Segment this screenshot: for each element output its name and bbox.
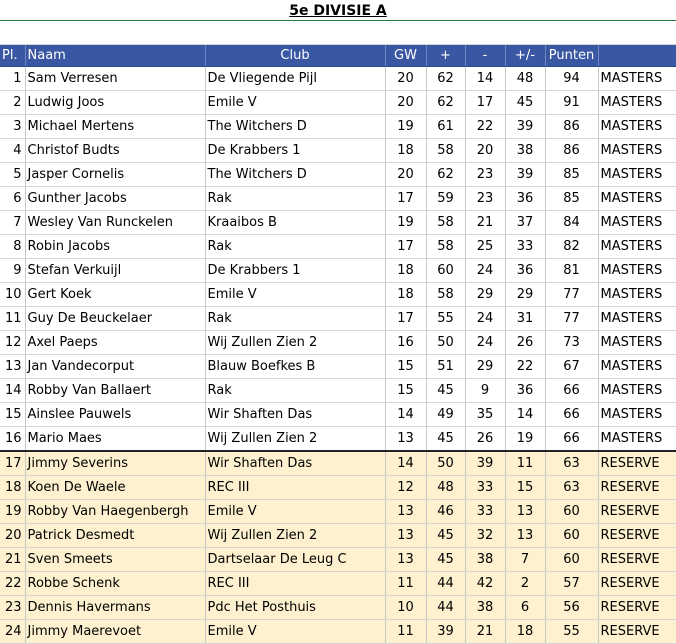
cell-status[interactable]: RESERVE xyxy=(598,451,676,476)
standings-body xyxy=(0,67,676,644)
cell-plus[interactable]: 61 xyxy=(426,115,465,139)
cell-min[interactable]: 17 xyxy=(465,91,505,115)
cell-club[interactable]: Wir Shaften Das xyxy=(205,403,385,427)
table-row[interactable] xyxy=(0,115,676,139)
cell-min[interactable]: 23 xyxy=(465,187,505,211)
cell-gw[interactable]: 15 xyxy=(385,355,426,379)
cell-punten[interactable]: 86 xyxy=(545,139,598,163)
cell-min[interactable]: 22 xyxy=(465,115,505,139)
cell-diff[interactable]: 19 xyxy=(505,427,545,452)
cell-diff[interactable]: 13 xyxy=(505,500,545,524)
cell-punten[interactable]: 67 xyxy=(545,355,598,379)
header-club[interactable]: Club xyxy=(205,45,385,67)
cell-club[interactable]: Wir Shaften Das xyxy=(205,451,385,476)
cell-diff[interactable]: 48 xyxy=(505,67,545,91)
cell-plus[interactable]: 45 xyxy=(426,427,465,452)
cell-diff[interactable]: 38 xyxy=(505,139,545,163)
cell-club[interactable]: De Krabbers 1 xyxy=(205,259,385,283)
cell-plus[interactable]: 58 xyxy=(426,283,465,307)
header-gw[interactable]: GW xyxy=(385,45,426,67)
cell-status[interactable]: MASTERS xyxy=(598,403,676,427)
cell-gw[interactable]: 20 xyxy=(385,91,426,115)
cell-diff[interactable]: 39 xyxy=(505,115,545,139)
table-row[interactable] xyxy=(0,596,676,620)
cell-naam[interactable]: Ludwig Joos xyxy=(25,91,205,115)
table-row[interactable] xyxy=(0,548,676,572)
cell-club[interactable]: Wij Zullen Zien 2 xyxy=(205,427,385,452)
cell-gw[interactable]: 11 xyxy=(385,572,426,596)
cell-naam[interactable]: Wesley Van Runckelen xyxy=(25,211,205,235)
cell-pl[interactable]: 17 xyxy=(0,451,25,476)
table-row[interactable] xyxy=(0,331,676,355)
cell-plus[interactable]: 62 xyxy=(426,163,465,187)
cell-diff[interactable]: 37 xyxy=(505,211,545,235)
cell-pl[interactable]: 5 xyxy=(0,163,25,187)
cell-min[interactable]: 24 xyxy=(465,307,505,331)
cell-club[interactable]: Rak xyxy=(205,307,385,331)
table-row[interactable] xyxy=(0,620,676,644)
cell-naam[interactable]: Robin Jacobs xyxy=(25,235,205,259)
cell-punten[interactable]: 56 xyxy=(545,596,598,620)
cell-plus[interactable]: 58 xyxy=(426,211,465,235)
cell-punten[interactable]: 60 xyxy=(545,548,598,572)
cell-diff[interactable]: 11 xyxy=(505,451,545,476)
cell-punten[interactable]: 84 xyxy=(545,211,598,235)
cell-club[interactable]: Rak xyxy=(205,187,385,211)
table-row[interactable] xyxy=(0,187,676,211)
cell-pl[interactable]: 11 xyxy=(0,307,25,331)
table-row[interactable] xyxy=(0,307,676,331)
cell-pl[interactable]: 6 xyxy=(0,187,25,211)
cell-gw[interactable]: 18 xyxy=(385,259,426,283)
cell-status[interactable]: MASTERS xyxy=(598,91,676,115)
cell-min[interactable]: 38 xyxy=(465,548,505,572)
standings-table xyxy=(0,45,676,644)
cell-naam[interactable]: Patrick Desmedt xyxy=(25,524,205,548)
cell-pl[interactable]: 19 xyxy=(0,500,25,524)
cell-diff[interactable]: 18 xyxy=(505,620,545,644)
cell-club[interactable]: The Witchers D xyxy=(205,115,385,139)
cell-status[interactable]: MASTERS xyxy=(598,139,676,163)
cell-club[interactable]: Pdc Het Posthuis xyxy=(205,596,385,620)
cell-plus[interactable]: 58 xyxy=(426,139,465,163)
table-row[interactable] xyxy=(0,235,676,259)
header-plus[interactable]: + xyxy=(426,45,465,67)
cell-status[interactable]: RESERVE xyxy=(598,548,676,572)
table-row[interactable] xyxy=(0,403,676,427)
cell-plus[interactable]: 60 xyxy=(426,259,465,283)
cell-plus[interactable]: 59 xyxy=(426,187,465,211)
cell-diff[interactable]: 13 xyxy=(505,524,545,548)
cell-naam[interactable]: Axel Paeps xyxy=(25,331,205,355)
cell-naam[interactable]: Jimmy Maerevoet xyxy=(25,620,205,644)
header-naam[interactable]: Naam xyxy=(25,45,205,67)
cell-plus[interactable]: 49 xyxy=(426,403,465,427)
cell-club[interactable]: De Krabbers 1 xyxy=(205,139,385,163)
table-row[interactable] xyxy=(0,355,676,379)
table-row[interactable] xyxy=(0,572,676,596)
title-text: 5e DIVISIE A xyxy=(289,3,387,19)
cell-pl[interactable]: 8 xyxy=(0,235,25,259)
cell-min[interactable]: 14 xyxy=(465,67,505,91)
cell-punten[interactable]: 60 xyxy=(545,524,598,548)
cell-naam[interactable]: Sam Verresen xyxy=(25,67,205,91)
cell-min[interactable]: 20 xyxy=(465,139,505,163)
cell-diff[interactable]: 7 xyxy=(505,548,545,572)
cell-status[interactable]: MASTERS xyxy=(598,379,676,403)
cell-punten[interactable]: 86 xyxy=(545,115,598,139)
cell-pl[interactable]: 18 xyxy=(0,476,25,500)
cell-punten[interactable]: 66 xyxy=(545,427,598,452)
cell-club[interactable]: Rak xyxy=(205,235,385,259)
cell-status[interactable]: RESERVE xyxy=(598,476,676,500)
cell-min[interactable]: 39 xyxy=(465,451,505,476)
cell-status[interactable]: MASTERS xyxy=(598,235,676,259)
cell-gw[interactable]: 10 xyxy=(385,596,426,620)
cell-status[interactable]: MASTERS xyxy=(598,67,676,91)
cell-gw[interactable]: 13 xyxy=(385,427,426,452)
cell-min[interactable]: 23 xyxy=(465,163,505,187)
cell-club[interactable]: Wij Zullen Zien 2 xyxy=(205,331,385,355)
cell-min[interactable]: 24 xyxy=(465,331,505,355)
cell-status[interactable]: RESERVE xyxy=(598,500,676,524)
cell-club[interactable]: Kraaibos B xyxy=(205,211,385,235)
cell-club[interactable]: Blauw Boefkes B xyxy=(205,355,385,379)
cell-plus[interactable]: 44 xyxy=(426,572,465,596)
cell-naam[interactable]: Gunther Jacobs xyxy=(25,187,205,211)
cell-pl[interactable]: 21 xyxy=(0,548,25,572)
cell-status[interactable]: MASTERS xyxy=(598,187,676,211)
table-row[interactable] xyxy=(0,67,676,91)
cell-plus[interactable]: 46 xyxy=(426,500,465,524)
header-diff[interactable]: +/- xyxy=(505,45,545,67)
table-row[interactable] xyxy=(0,451,676,476)
cell-naam[interactable]: Robby Van Haegenbergh xyxy=(25,500,205,524)
cell-gw[interactable]: 16 xyxy=(385,331,426,355)
cell-diff[interactable]: 36 xyxy=(505,379,545,403)
cell-plus[interactable]: 44 xyxy=(426,596,465,620)
cell-status[interactable]: MASTERS xyxy=(598,259,676,283)
cell-min[interactable]: 21 xyxy=(465,620,505,644)
cell-naam[interactable]: Robbe Schenk xyxy=(25,572,205,596)
cell-status[interactable]: RESERVE xyxy=(598,524,676,548)
cell-diff[interactable]: 14 xyxy=(505,403,545,427)
cell-club[interactable]: Emile V xyxy=(205,500,385,524)
cell-status[interactable]: MASTERS xyxy=(598,283,676,307)
cell-gw[interactable]: 18 xyxy=(385,139,426,163)
cell-min[interactable]: 26 xyxy=(465,427,505,452)
cell-punten[interactable]: 77 xyxy=(545,283,598,307)
cell-gw[interactable]: 19 xyxy=(385,115,426,139)
cell-club[interactable]: Emile V xyxy=(205,620,385,644)
cell-naam[interactable]: Michael Mertens xyxy=(25,115,205,139)
page-title xyxy=(0,0,676,22)
cell-naam[interactable]: Ainslee Pauwels xyxy=(25,403,205,427)
cell-pl[interactable]: 22 xyxy=(0,572,25,596)
cell-club[interactable]: REC III xyxy=(205,572,385,596)
cell-pl[interactable]: 12 xyxy=(0,331,25,355)
header-min[interactable]: - xyxy=(465,45,505,67)
table-row[interactable] xyxy=(0,379,676,403)
cell-naam[interactable]: Robby Van Ballaert xyxy=(25,379,205,403)
cell-min[interactable]: 42 xyxy=(465,572,505,596)
table-row[interactable] xyxy=(0,476,676,500)
cell-punten[interactable]: 82 xyxy=(545,235,598,259)
cell-punten[interactable]: 85 xyxy=(545,163,598,187)
cell-plus[interactable]: 45 xyxy=(426,379,465,403)
cell-min[interactable]: 25 xyxy=(465,235,505,259)
cell-status[interactable]: RESERVE xyxy=(598,620,676,644)
cell-pl[interactable]: 23 xyxy=(0,596,25,620)
cell-status[interactable]: MASTERS xyxy=(598,211,676,235)
cell-punten[interactable]: 63 xyxy=(545,451,598,476)
cell-diff[interactable]: 29 xyxy=(505,283,545,307)
cell-gw[interactable]: 17 xyxy=(385,307,426,331)
cell-naam[interactable]: Sven Smeets xyxy=(25,548,205,572)
header-punten[interactable]: Punten xyxy=(545,45,598,67)
cell-pl[interactable]: 7 xyxy=(0,211,25,235)
cell-plus[interactable]: 55 xyxy=(426,307,465,331)
cell-naam[interactable]: Jasper Cornelis xyxy=(25,163,205,187)
cell-club[interactable]: Emile V xyxy=(205,283,385,307)
header-pl[interactable]: Pl. xyxy=(0,45,25,67)
cell-club[interactable]: REC III xyxy=(205,476,385,500)
cell-gw[interactable]: 14 xyxy=(385,451,426,476)
cell-naam[interactable]: Guy De Beuckelaer xyxy=(25,307,205,331)
cell-gw[interactable]: 13 xyxy=(385,524,426,548)
cell-punten[interactable]: 73 xyxy=(545,331,598,355)
cell-min[interactable]: 29 xyxy=(465,355,505,379)
table-row[interactable] xyxy=(0,163,676,187)
cell-plus[interactable]: 48 xyxy=(426,476,465,500)
cell-status[interactable]: MASTERS xyxy=(598,427,676,452)
cell-diff[interactable]: 36 xyxy=(505,187,545,211)
cell-min[interactable]: 33 xyxy=(465,500,505,524)
cell-naam[interactable]: Stefan Verkuijl xyxy=(25,259,205,283)
cell-gw[interactable]: 17 xyxy=(385,187,426,211)
cell-status[interactable]: MASTERS xyxy=(598,331,676,355)
cell-naam[interactable]: Gert Koek xyxy=(25,283,205,307)
cell-gw[interactable]: 14 xyxy=(385,403,426,427)
cell-punten[interactable]: 63 xyxy=(545,476,598,500)
header-row xyxy=(0,45,676,67)
cell-pl[interactable]: 10 xyxy=(0,283,25,307)
cell-naam[interactable]: Jan Vandecorput xyxy=(25,355,205,379)
cell-min[interactable]: 32 xyxy=(465,524,505,548)
cell-plus[interactable]: 50 xyxy=(426,331,465,355)
cell-pl[interactable]: 9 xyxy=(0,259,25,283)
cell-diff[interactable]: 33 xyxy=(505,235,545,259)
cell-punten[interactable]: 85 xyxy=(545,187,598,211)
cell-punten[interactable]: 77 xyxy=(545,307,598,331)
cell-plus[interactable]: 62 xyxy=(426,67,465,91)
cell-min[interactable]: 33 xyxy=(465,476,505,500)
cell-diff[interactable]: 2 xyxy=(505,572,545,596)
cell-gw[interactable]: 20 xyxy=(385,67,426,91)
cell-club[interactable]: De Vliegende Pijl xyxy=(205,67,385,91)
cell-gw[interactable]: 20 xyxy=(385,163,426,187)
cell-naam[interactable]: Dennis Havermans xyxy=(25,596,205,620)
cell-pl[interactable]: 24 xyxy=(0,620,25,644)
cell-diff[interactable]: 45 xyxy=(505,91,545,115)
cell-diff[interactable]: 6 xyxy=(505,596,545,620)
cell-gw[interactable]: 13 xyxy=(385,548,426,572)
table-row[interactable] xyxy=(0,91,676,115)
cell-plus[interactable]: 45 xyxy=(426,548,465,572)
cell-punten[interactable]: 66 xyxy=(545,403,598,427)
cell-punten[interactable]: 60 xyxy=(545,500,598,524)
cell-diff[interactable]: 36 xyxy=(505,259,545,283)
cell-naam[interactable]: Koen De Waele xyxy=(25,476,205,500)
cell-naam[interactable]: Christof Budts xyxy=(25,139,205,163)
table-row[interactable] xyxy=(0,139,676,163)
cell-punten[interactable]: 55 xyxy=(545,620,598,644)
cell-diff[interactable]: 39 xyxy=(505,163,545,187)
cell-gw[interactable]: 15 xyxy=(385,379,426,403)
table-row[interactable] xyxy=(0,500,676,524)
cell-min[interactable]: 29 xyxy=(465,283,505,307)
cell-plus[interactable]: 39 xyxy=(426,620,465,644)
cell-pl[interactable]: 1 xyxy=(0,67,25,91)
table-row[interactable] xyxy=(0,211,676,235)
cell-pl[interactable]: 13 xyxy=(0,355,25,379)
cell-pl[interactable]: 15 xyxy=(0,403,25,427)
cell-pl[interactable]: 3 xyxy=(0,115,25,139)
cell-pl[interactable]: 20 xyxy=(0,524,25,548)
cell-plus[interactable]: 45 xyxy=(426,524,465,548)
cell-diff[interactable]: 22 xyxy=(505,355,545,379)
cell-pl[interactable]: 16 xyxy=(0,427,25,452)
header-status[interactable] xyxy=(598,45,676,67)
cell-plus[interactable]: 51 xyxy=(426,355,465,379)
cell-diff[interactable]: 26 xyxy=(505,331,545,355)
cell-diff[interactable]: 15 xyxy=(505,476,545,500)
cell-gw[interactable]: 12 xyxy=(385,476,426,500)
cell-club[interactable]: The Witchers D xyxy=(205,163,385,187)
cell-status[interactable]: MASTERS xyxy=(598,307,676,331)
cell-club[interactable]: Dartselaar De Leug C xyxy=(205,548,385,572)
title-underline-divider xyxy=(0,20,676,21)
cell-club[interactable]: Emile V xyxy=(205,91,385,115)
cell-status[interactable]: RESERVE xyxy=(598,572,676,596)
cell-punten[interactable]: 57 xyxy=(545,572,598,596)
cell-status[interactable]: MASTERS xyxy=(598,355,676,379)
cell-status[interactable]: MASTERS xyxy=(598,163,676,187)
cell-punten[interactable]: 91 xyxy=(545,91,598,115)
table-row[interactable] xyxy=(0,524,676,548)
table-row[interactable] xyxy=(0,259,676,283)
cell-gw[interactable]: 19 xyxy=(385,211,426,235)
cell-gw[interactable]: 17 xyxy=(385,235,426,259)
cell-plus[interactable]: 50 xyxy=(426,451,465,476)
cell-punten[interactable]: 94 xyxy=(545,67,598,91)
table-row[interactable] xyxy=(0,283,676,307)
cell-gw[interactable]: 13 xyxy=(385,500,426,524)
cell-pl[interactable]: 4 xyxy=(0,139,25,163)
cell-min[interactable]: 35 xyxy=(465,403,505,427)
cell-status[interactable]: MASTERS xyxy=(598,115,676,139)
cell-plus[interactable]: 58 xyxy=(426,235,465,259)
cell-club[interactable]: Rak xyxy=(205,379,385,403)
cell-gw[interactable]: 18 xyxy=(385,283,426,307)
cell-naam[interactable]: Mario Maes xyxy=(25,427,205,452)
cell-min[interactable]: 9 xyxy=(465,379,505,403)
cell-club[interactable]: Wij Zullen Zien 2 xyxy=(205,524,385,548)
table-row[interactable] xyxy=(0,427,676,452)
cell-pl[interactable]: 2 xyxy=(0,91,25,115)
cell-diff[interactable]: 31 xyxy=(505,307,545,331)
cell-punten[interactable]: 81 xyxy=(545,259,598,283)
cell-min[interactable]: 38 xyxy=(465,596,505,620)
cell-naam[interactable]: Jimmy Severins xyxy=(25,451,205,476)
cell-min[interactable]: 24 xyxy=(465,259,505,283)
cell-plus[interactable]: 62 xyxy=(426,91,465,115)
cell-min[interactable]: 21 xyxy=(465,211,505,235)
cell-status[interactable]: RESERVE xyxy=(598,596,676,620)
cell-pl[interactable]: 14 xyxy=(0,379,25,403)
cell-gw[interactable]: 11 xyxy=(385,620,426,644)
cell-punten[interactable]: 66 xyxy=(545,379,598,403)
